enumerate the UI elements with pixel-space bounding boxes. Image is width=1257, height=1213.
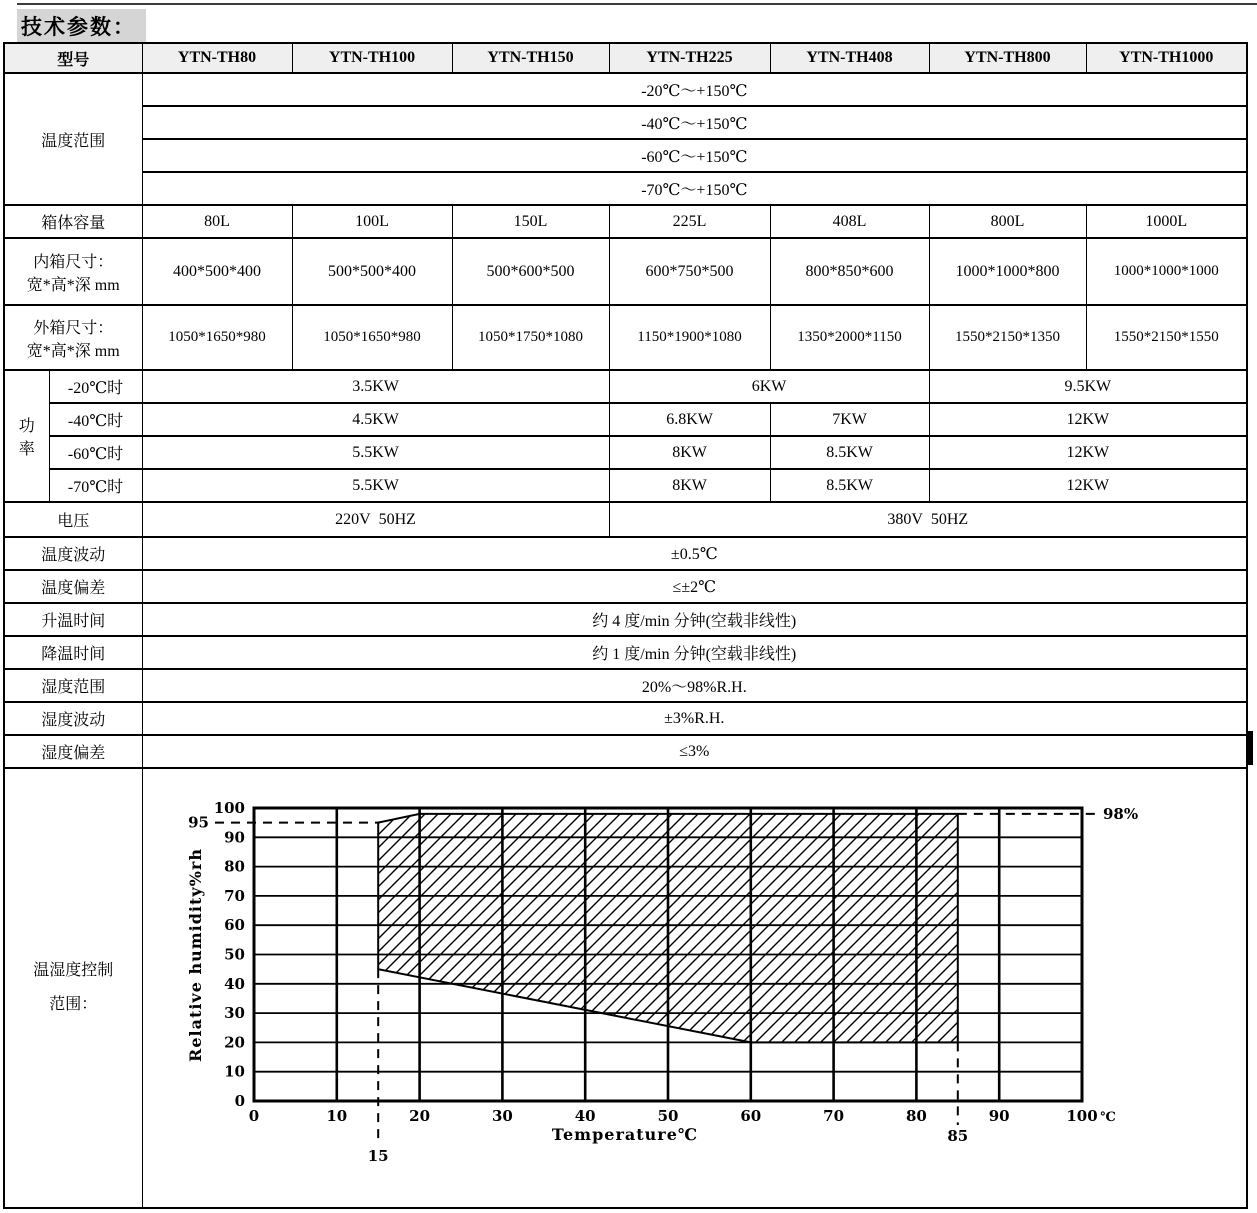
chart-row-label: 温湿度控制 范围：: [4, 768, 142, 1208]
power-value-cell: 5.5KW: [142, 469, 609, 502]
voltage-row: [4, 502, 1247, 537]
inner-size-cell: 1000*1000*1000: [1086, 238, 1247, 305]
model-name-cell: YTN-TH225: [609, 43, 770, 73]
top-rule: [17, 3, 1257, 5]
power-value-cell: 3.5KW: [142, 370, 609, 403]
spec-row-label: 降温时间: [4, 636, 142, 669]
power-row: [4, 469, 1247, 502]
capacity-cell: 100L: [292, 205, 452, 238]
power-row-label: -70℃时: [49, 469, 142, 502]
spec-row-value: ±0.5℃: [142, 537, 1247, 570]
inner-size-cell: 800*850*600: [770, 238, 929, 305]
page-title: 技术参数：: [17, 9, 146, 44]
spec-row-label: 湿度偏差: [4, 735, 142, 768]
power-row-label: -20℃时: [49, 370, 142, 403]
outer-size-cell: 1050*1750*1080: [452, 305, 609, 370]
model-name-cell: YTN-TH800: [929, 43, 1086, 73]
voltage-380-cell: 380V 50HZ: [609, 502, 1247, 537]
model-name-cell: YTN-TH150: [452, 43, 609, 73]
inner-size-cell: 500*600*500: [452, 238, 609, 305]
temp-range-value: -70℃～+150℃: [142, 172, 1247, 205]
x-tick-label: 70: [822, 1107, 844, 1125]
rh98-label: 98%: [1102, 804, 1138, 823]
x-unit-label: ℃: [1099, 1110, 1116, 1125]
y-tick-label: 10: [223, 1062, 245, 1081]
x-tick-label: 80: [905, 1107, 927, 1125]
x-tick-label: 40: [574, 1107, 596, 1125]
capacity-cell: 408L: [770, 205, 929, 238]
spec-row-value: 约 4 度/min 分钟(空载非线性): [142, 603, 1247, 636]
temp-range-label: 温度范围: [4, 73, 142, 205]
spec-row-label: 温度偏差: [4, 570, 142, 603]
x-tick-label: 10: [325, 1107, 347, 1125]
power-row: [4, 403, 1247, 436]
spec-row-value: ±3%R.H.: [142, 702, 1247, 735]
outer-size-label: 外箱尺寸： 宽*高*深 mm: [4, 305, 142, 370]
outer-size-cell: 1350*2000*1150: [770, 305, 929, 370]
model-header-cell: 型号: [4, 43, 142, 73]
t15-label: 15: [367, 1147, 389, 1165]
inner-size-cell: 400*500*400: [142, 238, 292, 305]
y-tick-label: 60: [223, 916, 245, 935]
x-tick-label: 30: [491, 1107, 513, 1125]
model-name-cell: YTN-TH100: [292, 43, 452, 73]
y-tick-label: 50: [223, 945, 245, 964]
spec-row-label: 湿度范围: [4, 669, 142, 702]
power-row: [4, 436, 1247, 469]
x-tick-label: 90: [988, 1107, 1010, 1125]
spec-row-label: 湿度波动: [4, 702, 142, 735]
capacity-row: [4, 205, 1247, 238]
model-name-cell: YTN-TH408: [770, 43, 929, 73]
power-value-cell: 12KW: [929, 469, 1247, 502]
y-tick-label: 90: [223, 828, 245, 847]
power-value-cell: 6.8KW: [609, 403, 770, 436]
inner-size-cell: 500*500*400: [292, 238, 452, 305]
temp-range-value: -40℃～+150℃: [142, 106, 1247, 139]
inner-size-cell: 600*750*500: [609, 238, 770, 305]
capacity-cell: 225L: [609, 205, 770, 238]
x-tick-label: 0: [248, 1107, 259, 1125]
capacity-label: 箱体容量: [4, 205, 142, 238]
spec-row-value: ≤3%: [142, 735, 1247, 768]
power-value-cell: 8.5KW: [770, 436, 929, 469]
power-value-cell: 9.5KW: [929, 370, 1247, 403]
spec-row-label: 温度波动: [4, 537, 142, 570]
outer-size-cell: 1550*2150*1350: [929, 305, 1086, 370]
power-value-cell: 12KW: [929, 436, 1247, 469]
spec-row-label: 升温时间: [4, 603, 142, 636]
capacity-cell: 1000L: [1086, 205, 1247, 238]
control-region-polygon: [378, 814, 958, 1043]
model-name-cell: YTN-TH1000: [1086, 43, 1247, 73]
capacity-cell: 150L: [452, 205, 609, 238]
temp-range-row: [4, 139, 1247, 172]
outer-size-row: [4, 305, 1247, 370]
temp-range-row: [4, 106, 1247, 139]
y-tick-label: 100: [213, 799, 245, 817]
x-tick-label: 100: [1065, 1107, 1098, 1125]
outer-size-cell: 1150*1900*1080: [609, 305, 770, 370]
voltage-220-cell: 220V 50HZ: [142, 502, 609, 537]
spec-row: [4, 570, 1247, 603]
x-tick-label: 50: [657, 1107, 678, 1125]
inner-size-row: [4, 238, 1247, 305]
capacity-cell: 800L: [929, 205, 1086, 238]
spec-row: [4, 636, 1247, 669]
table-header-row: [4, 43, 1247, 73]
spec-row-value: ≤±2℃: [142, 570, 1247, 603]
power-group-label: 功 率: [4, 370, 49, 502]
x-tick-label: 20: [408, 1107, 430, 1125]
y-tick-label: 70: [223, 886, 245, 905]
power-value-cell: 12KW: [929, 403, 1247, 436]
spec-row: [4, 603, 1247, 636]
chart-row: [4, 768, 1247, 1208]
power-value-cell: 8.5KW: [770, 469, 929, 502]
scan-artifact-mark: [1248, 731, 1253, 765]
inner-size-cell: 1000*1000*800: [929, 238, 1086, 305]
spec-table: [3, 42, 1248, 1209]
chart-cell: [142, 768, 1247, 1208]
y-tick-label: 30: [223, 1004, 245, 1023]
spec-row: [4, 669, 1247, 702]
power-value-cell: 8KW: [609, 436, 770, 469]
y-tick-label: 40: [223, 974, 245, 993]
y-tick-label: 20: [223, 1033, 245, 1052]
power-row-label: -60℃时: [49, 436, 142, 469]
power-row: [4, 370, 1247, 403]
voltage-label: 电压: [4, 502, 142, 537]
y-tick-label: 80: [223, 857, 245, 876]
outer-size-cell: 1050*1650*980: [142, 305, 292, 370]
spec-row-value: 20%～98%R.H.: [142, 669, 1247, 702]
temp-range-value: -20℃～+150℃: [142, 73, 1247, 106]
outer-size-cell: 1550*2150*1550: [1086, 305, 1247, 370]
x-tick-label: 60: [739, 1107, 761, 1125]
spec-row-value: 约 1 度/min 分钟(空载非线性): [142, 636, 1247, 669]
spec-row: [4, 702, 1247, 735]
power-value-cell: 5.5KW: [142, 436, 609, 469]
outer-size-cell: 1050*1650*980: [292, 305, 452, 370]
y-axis-title: Relative humidity%rh: [185, 848, 205, 1062]
power-value-cell: 4.5KW: [142, 403, 609, 436]
temp-range-value: -60℃～+150℃: [142, 139, 1247, 172]
power-value-cell: 7KW: [770, 403, 929, 436]
t85-label: 85: [946, 1127, 968, 1145]
humidity-chart: [145, 769, 1247, 1207]
capacity-cell: 80L: [142, 205, 292, 238]
x-axis-title: Temperature℃: [551, 1125, 698, 1144]
temp-range-row: [4, 73, 1247, 106]
y-tick-label: 0: [234, 1092, 245, 1110]
inner-size-label: 内箱尺寸： 宽*高*深 mm: [4, 238, 142, 305]
spec-row: [4, 537, 1247, 570]
power-value-cell: 6KW: [609, 370, 929, 403]
temp-range-row: [4, 172, 1247, 205]
power-row-label: -40℃时: [49, 403, 142, 436]
rh95-label: 95: [187, 813, 209, 832]
spec-row: [4, 735, 1247, 768]
power-value-cell: 8KW: [609, 469, 770, 502]
model-name-cell: YTN-TH80: [142, 43, 292, 73]
